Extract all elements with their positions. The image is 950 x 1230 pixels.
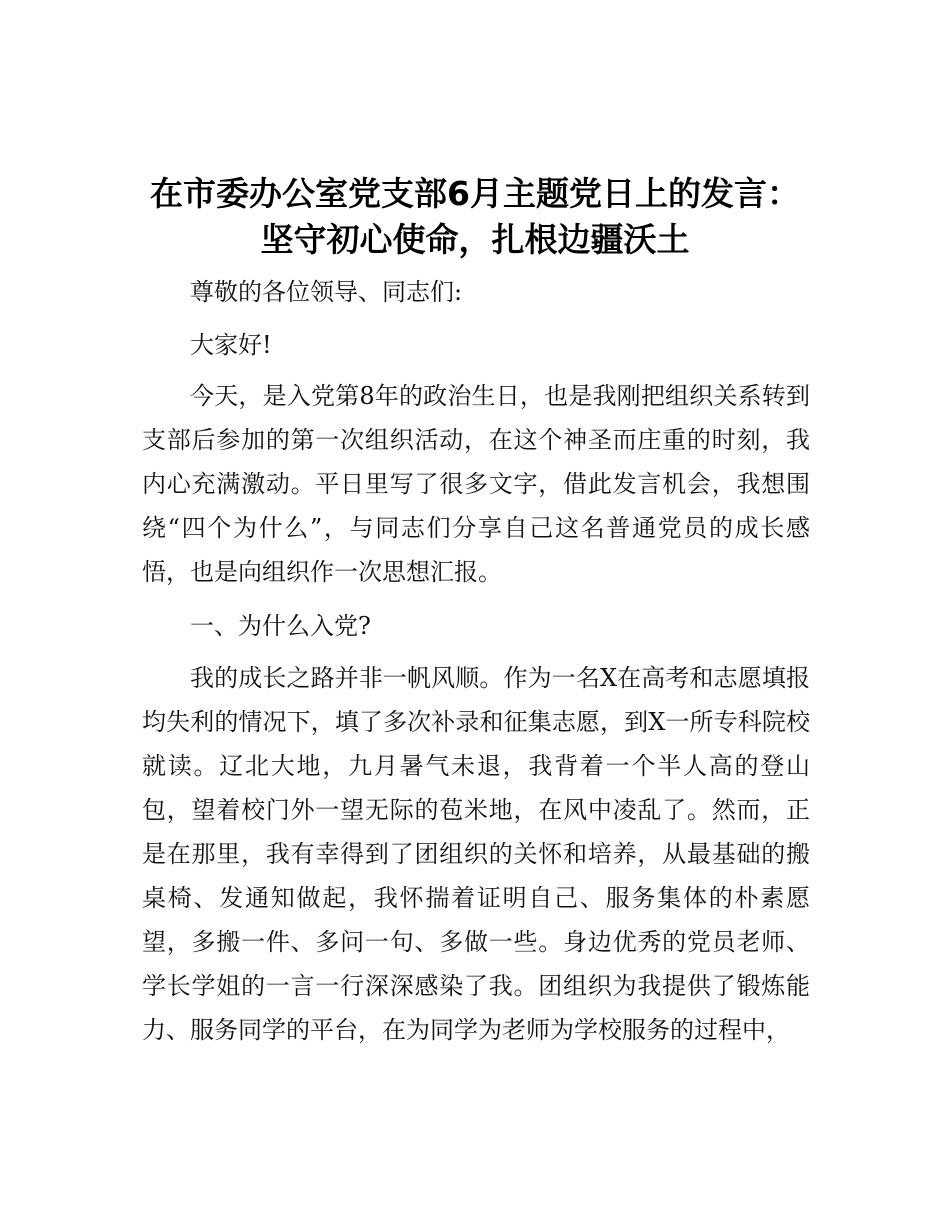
section-body-paragraph: 我的成长之路并非一帆风顺。作为一名X在高考和志愿填报均失利的情况下，填了多次补录和征集志愿，到X一所专科院校就读。辽北大地，九月暑气未退，我背着一个半人高的登山包，望着校门外一望无际的苞米地，在风中凌乱了。然而，正是在那里，我有幸得到了团组织的关怀和培养，从最基础的搬桌椅、发通知做起，我怀揣着证明自己、服务集体的朴素愿望，多搬一件、多问一句、多做一些。身边优秀的党员老师、学长学姐的一言一行深深感染了我。团组织为我提供了锻炼能力、服务同学的平台，在为同学为老师为学校服务的过程中， — [142, 664, 810, 1044]
section-heading: 一、为什么入党? — [190, 612, 371, 640]
document-title-line-1: 在市委办公室党支部6月主题党日上的发言： — [150, 174, 800, 213]
hello-paragraph: 大家好! — [190, 331, 272, 359]
greeting-paragraph: 尊敬的各位领导、同志们: — [190, 278, 463, 306]
intro-paragraph: 今天，是入党第8年的政治生日，也是我刚把组织关系转到支部后参加的第一次组织活动，在这个神圣而庄重的时刻，我内心充满激动。平日里写了很多文字，借此发言机会，我想围绕“四个为什么”，与同志们分享自己这名普通党员的成长感悟，也是向组织作一次思想汇报。 — [142, 382, 810, 586]
document-title-line-2: 坚守初心使命，扎根边疆沃土 — [260, 220, 690, 259]
